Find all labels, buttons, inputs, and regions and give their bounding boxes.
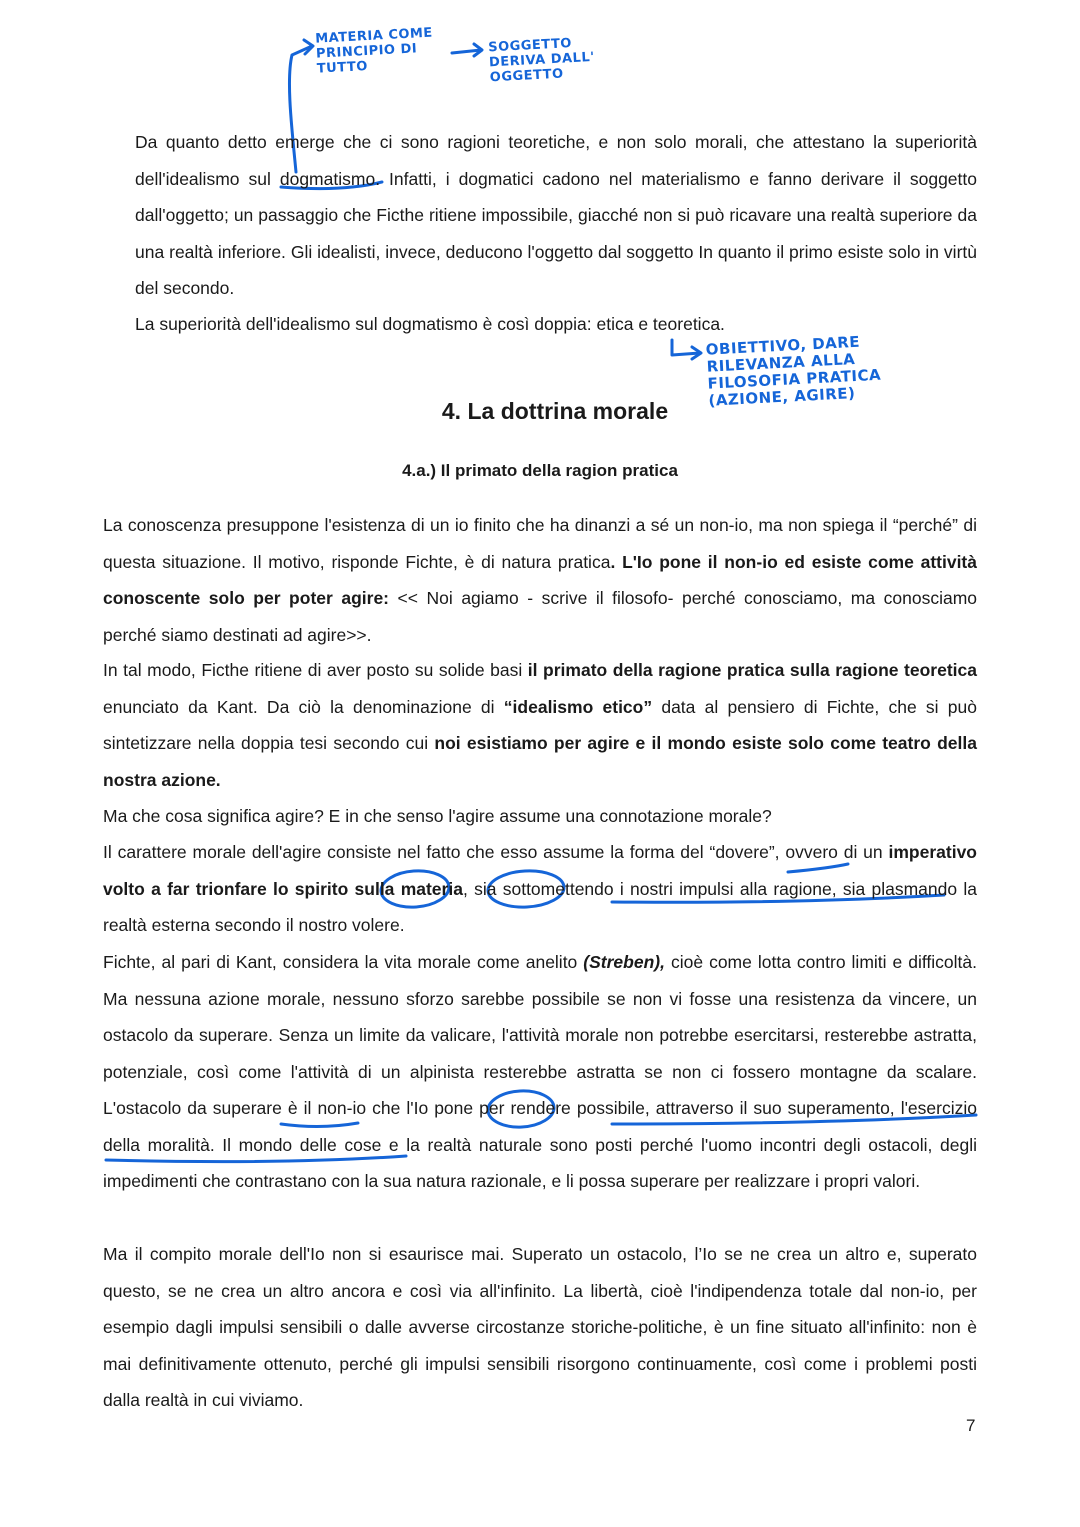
arrow-head-icon bbox=[474, 44, 482, 56]
arrow-head-icon bbox=[304, 40, 313, 54]
handwritten-note-soggetto: SOGGETTO DERIVA DALL' OGGETTO bbox=[487, 36, 596, 86]
section-title: 4. La dottrina morale bbox=[441, 398, 669, 424]
paragraph-domanda: Ma che cosa significa agire? E in che senso l'agire assume una connotazione morale? bbox=[103, 806, 772, 826]
paragraph-compito-morale: Ma il compito morale dell'Io non si esaurisce mai. Superato un ostacolo, l’Io se ne crea un altro e, superato questo, se ne crea un altro ancora e così via all'infinito. La libertà, cioè l'indipendenza totale dal non-io, per esempio dagli impulsi sensibili o dalle avverse circostanze storiche-politiche, è un fine situato all'infinito: non è mai definitivamente ottenuto, perché gli impulsi sensibili risorgono continuamente, così come i problemi posti dalla realtà in cui viviamo. bbox=[103, 1244, 977, 1410]
intro-conclusion: La superiorità dell'idealismo sul dogmatismo è così doppia: etica e teoretica. bbox=[135, 314, 725, 334]
arrow-head-icon bbox=[692, 347, 701, 359]
intro-paragraph: Da quanto detto emerge che ci sono ragioni teoretiche, e non solo morali, che attestano la superiorità dell'idealismo sul dogmatismo. Infatti, i dogmatici cadono nel materialismo e fanno derivare il soggetto dall'oggetto; un passaggio che Ficthe ritiene impossibile, giacché non si può ricavare una realtà superiore da una realtà inferiore. Gli idealisti, invece, deducono l'oggetto dal soggetto In quanto il primo esiste solo in virtù del secondo. bbox=[135, 132, 977, 298]
paragraph-conoscenza: La conoscenza presuppone l'esistenza di un io finito che ha dinanzi a sé un non-io, ma non spiega il “perché” di questa situazione. Il motivo, risponde Fichte, è di natura pratica. L'Io pone il non-io ed esiste come attività conoscente solo per poter agire: << Noi agiamo - scrive il filosofo- perché conosciamo, ma conosciamo perché siamo destinati ad agire>>. bbox=[103, 515, 978, 645]
subsection-title: 4.a.) Il primato della ragion pratica bbox=[402, 461, 678, 480]
page-number: 7 bbox=[966, 1416, 976, 1435]
highlighted-word-dogmatismo: dogmatismo bbox=[279, 168, 376, 189]
handwritten-note-obiettivo: OBIETTIVO, DARE RILEVANZA ALLA FILOSOFIA PRATICA (AZIONE, AGIRE) bbox=[705, 332, 882, 410]
paragraph-streben: Fichte, al pari di Kant, considera la vita morale come anelito (Streben), cioè come lotta contro limiti e difficoltà. Ma nessuna azione morale, nessuno sforzo sarebbe possibile se non vi fosse una resistenza da vincere, un ostacolo da superare. Senza un limite da valicare, l'attività morale non potrebbe esercitarsi, resterebbe astratta, potenziale, così come l'attività di un alpinista resterebbe astratta se non ci fossero montagne da scalare. L'ostacolo da superare è il non-io che l'Io pone per rendere possibile, attraverso il suo superamento, l'esercizio della moralità. Il mondo delle cose e la realtà naturale sono posti perché l'uomo incontri degli ostacoli, degli impedimenti che contrastano con la sua natura razionale, e li possa superare per realizzare i propri valori. bbox=[103, 952, 977, 1191]
paragraph-primato: In tal modo, Ficthe ritiene di aver posto su solide basi il primato della ragione pratica sulla ragione teoretica enunciato da Kant. Da ciò la denominazione di “idealismo etico” data al pensiero di Fichte, che si può sintetizzare nella doppia tesi secondo cui noi esistiamo per agire e il mondo esiste solo come teatro della nostra azione. bbox=[103, 660, 977, 790]
paragraph-carattere-morale: Il carattere morale dell'agire consiste nel fatto che esso assume la forma del “dovere”, ovvero di un imperativo volto a far trionfare lo spirito sulla materia, sia sottomettendo i nostri impulsi alla ragione, sia plasmando la realtà esterna secondo il nostro volere. bbox=[103, 842, 977, 935]
handwritten-arrow-soggetto bbox=[452, 50, 481, 53]
handwritten-note-materia: MATERIA COME PRINCIPIO DI TUTTO bbox=[314, 25, 434, 77]
